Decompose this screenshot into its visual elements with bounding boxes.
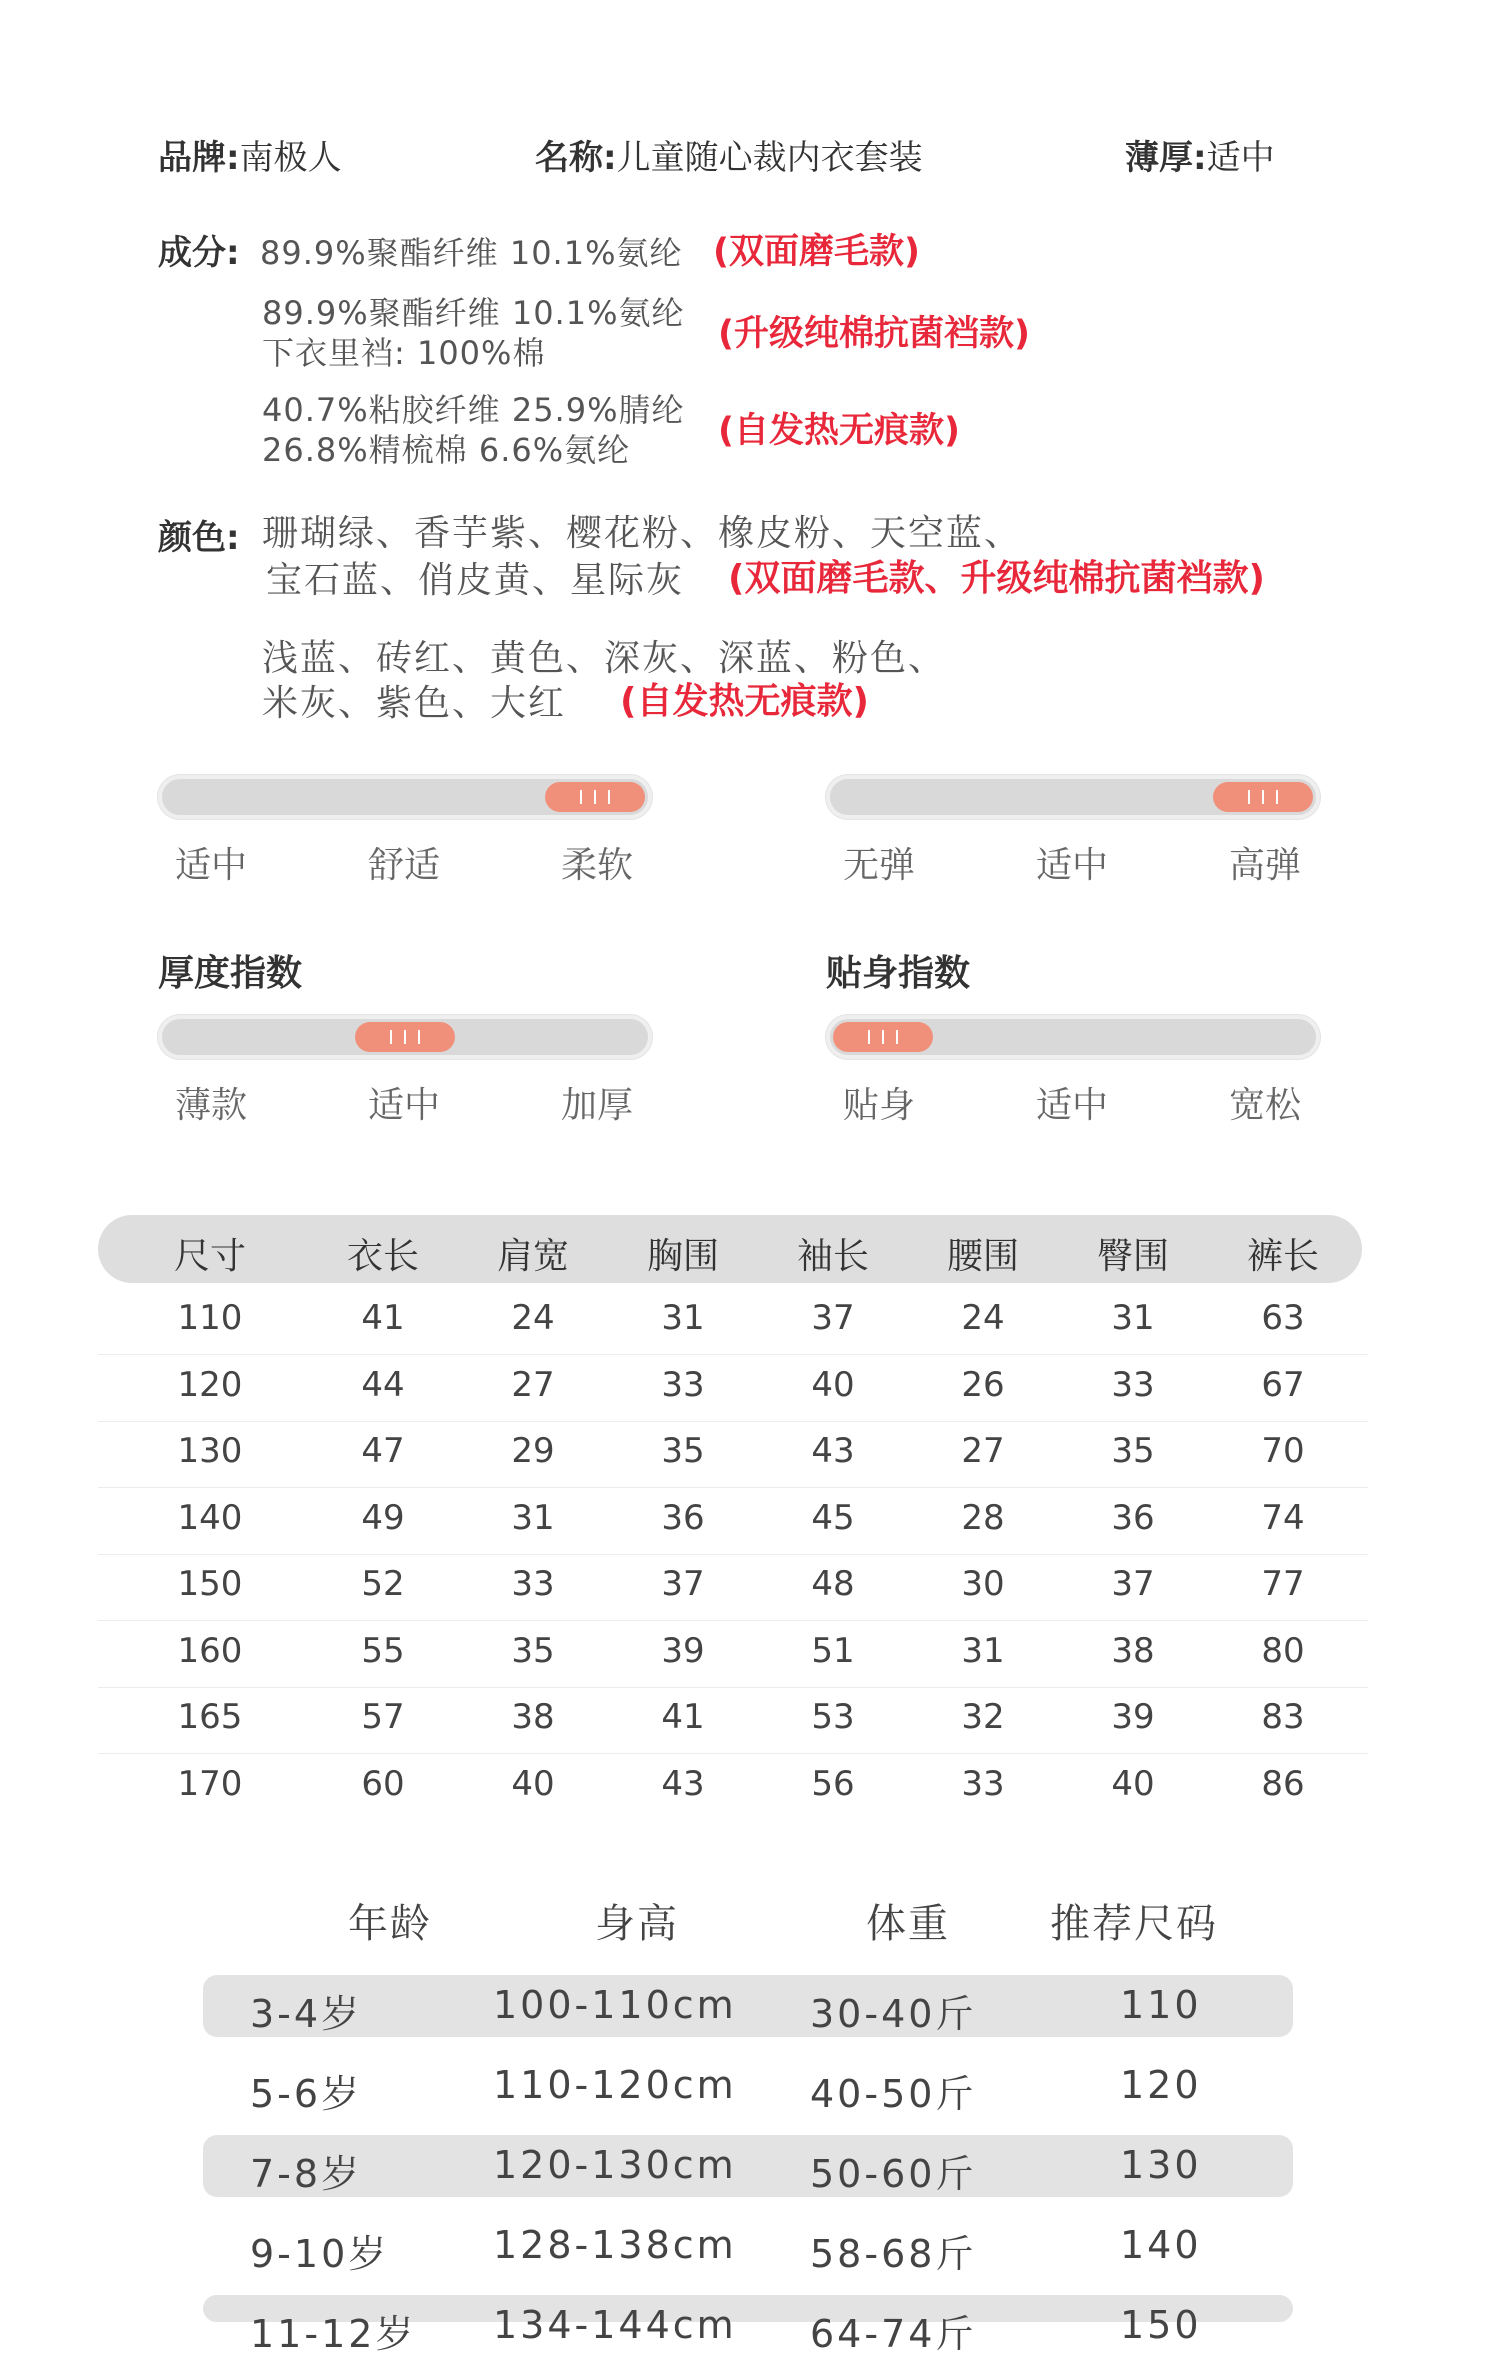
size-table-cell: 110	[177, 1298, 243, 1338]
size-table-cell: 57	[361, 1697, 405, 1737]
size-table-cell: 120	[177, 1364, 243, 1405]
size-table-header-cell: 袖长	[796, 1236, 869, 1277]
colors-line: 宝石蓝、俏皮黄、星际灰	[266, 560, 685, 601]
size-table-cell: 86	[1261, 1763, 1305, 1804]
size-table-cell: 31	[1111, 1298, 1155, 1338]
size-table-row-divider	[98, 1487, 1368, 1488]
size-table-row-divider	[98, 1753, 1368, 1754]
size-table-cell: 33	[511, 1564, 555, 1604]
size-table-cell: 52	[361, 1564, 405, 1604]
slider-track	[826, 1015, 1320, 1059]
composition-line: 40.7%粘胶纤维 25.9%腈纶	[262, 391, 685, 429]
size-table-cell: 44	[361, 1364, 405, 1405]
age-table-cell: 128-138cm	[493, 2223, 737, 2267]
size-table-cell: 37	[811, 1298, 855, 1338]
slider-knob	[1213, 782, 1313, 812]
size-table-cell: 150	[177, 1564, 243, 1604]
brand-value: 南极人	[239, 138, 342, 178]
size-table-cell: 63	[1261, 1298, 1305, 1338]
age-table-header-cell: 年龄	[348, 1901, 432, 1947]
size-table-cell: 45	[811, 1497, 855, 1538]
age-table-cell: 140	[1120, 2223, 1202, 2267]
size-table-row-divider	[98, 1421, 1368, 1422]
composition-tag: (自发热无痕款)	[718, 411, 960, 451]
slider-knob	[355, 1022, 455, 1052]
age-table-cell: 7-8岁	[250, 2152, 363, 2196]
size-table-cell: 35	[1111, 1431, 1155, 1471]
composition-line: 26.8%精梳棉 6.6%氨纶	[262, 431, 631, 469]
slider-tick-label: 宽松	[1229, 1085, 1302, 1126]
size-table-cell: 31	[661, 1298, 705, 1338]
slider-knob	[545, 782, 645, 812]
slider-title: 贴身指数	[826, 953, 971, 994]
size-table-cell: 38	[511, 1697, 555, 1737]
size-table-cell: 67	[1261, 1364, 1305, 1405]
slider-tick-label: 无弹	[843, 845, 916, 886]
age-table-cell: 64-74斤	[810, 2312, 977, 2356]
slider-tick-label: 适中	[1036, 845, 1109, 886]
colors-label: 颜色:	[158, 518, 240, 558]
age-table-cell: 3-4岁	[250, 1992, 363, 2036]
size-table-cell: 41	[361, 1298, 405, 1338]
composition-label: 成分:	[158, 233, 240, 273]
brand-field	[158, 130, 342, 179]
age-table-header-cell: 身高	[595, 1901, 679, 1947]
size-table-cell: 49	[361, 1497, 405, 1538]
size-table-cell: 29	[511, 1431, 555, 1471]
size-table-header-cell: 腰围	[946, 1236, 1019, 1277]
thickness-value: 适中	[1206, 138, 1275, 178]
slider-track	[158, 1015, 652, 1059]
composition-tag: (升级纯棉抗菌裆款)	[718, 314, 1030, 354]
size-table-cell: 36	[1111, 1497, 1155, 1538]
size-table-header-cell: 裤长	[1246, 1236, 1319, 1277]
size-table-cell: 40	[1111, 1763, 1155, 1804]
size-table-cell: 74	[1261, 1497, 1305, 1538]
colors-line: 浅蓝、砖红、黄色、深灰、深蓝、粉色、	[262, 638, 947, 679]
age-table-cell: 110-120cm	[493, 2063, 737, 2107]
thickness-field	[1125, 130, 1275, 179]
size-table-cell: 38	[1111, 1630, 1155, 1671]
slider-track	[826, 775, 1320, 819]
age-table-cell: 50-60斤	[810, 2152, 977, 2196]
slider-knob	[833, 1022, 933, 1052]
size-table-cell: 40	[511, 1763, 555, 1804]
name-field	[535, 130, 923, 179]
colors-line: 珊瑚绿、香芋紫、樱花粉、橡皮粉、天空蓝、	[262, 513, 1023, 554]
brand-label: 品牌:	[158, 138, 240, 178]
size-table-cell: 24	[961, 1298, 1005, 1338]
size-table-cell: 37	[1111, 1564, 1155, 1604]
size-table-cell: 80	[1261, 1630, 1305, 1671]
size-table-cell: 37	[661, 1564, 705, 1604]
size-table-cell: 140	[177, 1497, 243, 1538]
composition-line: 89.9%聚酯纤维 10.1%氨纶	[260, 234, 683, 272]
age-table-cell: 5-6岁	[250, 2072, 363, 2116]
size-table-header-cell: 胸围	[646, 1236, 719, 1277]
slider-tick-label: 高弹	[1229, 845, 1302, 886]
size-table-cell: 47	[361, 1431, 405, 1471]
size-table-cell: 60	[361, 1763, 405, 1804]
age-table-cell: 120-130cm	[493, 2143, 737, 2187]
age-table-cell: 130	[1120, 2143, 1202, 2187]
age-table-cell: 9-10岁	[250, 2232, 390, 2276]
slider-tick-label: 舒适	[368, 845, 441, 886]
size-table-cell: 33	[961, 1763, 1005, 1804]
slider-tick-label: 加厚	[561, 1085, 634, 1126]
size-table-cell: 83	[1261, 1697, 1305, 1737]
name-label: 名称:	[535, 138, 617, 178]
age-table-cell: 110	[1120, 1983, 1202, 2027]
size-table-cell: 31	[511, 1497, 555, 1538]
size-table-header-cell: 臀围	[1096, 1236, 1169, 1277]
size-table-cell: 55	[361, 1630, 405, 1671]
size-table-header-cell: 肩宽	[496, 1236, 569, 1277]
size-table-row-divider	[98, 1354, 1368, 1355]
thickness-label: 薄厚:	[1125, 138, 1207, 178]
size-table-cell: 160	[177, 1630, 243, 1671]
age-table-cell: 11-12岁	[250, 2312, 417, 2356]
age-table-cell: 120	[1120, 2063, 1202, 2107]
size-table-cell: 165	[177, 1697, 243, 1737]
size-table-cell: 170	[177, 1763, 243, 1804]
composition-line: 89.9%聚酯纤维 10.1%氨纶	[262, 294, 685, 332]
size-table-cell: 36	[661, 1497, 705, 1538]
age-table-cell: 40-50斤	[810, 2072, 977, 2116]
size-table-cell: 53	[811, 1697, 855, 1737]
size-table-cell: 77	[1261, 1564, 1305, 1604]
composition-line: 下衣里裆: 100%棉	[262, 334, 546, 372]
name-value: 儿童随心裁内衣套装	[616, 138, 923, 178]
colors-tag: (自发热无痕款)	[620, 681, 869, 722]
slider-tick-label: 薄款	[175, 1085, 248, 1126]
size-table-cell: 39	[661, 1630, 705, 1671]
size-table-cell: 30	[961, 1564, 1005, 1604]
size-table-cell: 32	[961, 1697, 1005, 1737]
colors-line: 米灰、紫色、大红	[262, 683, 567, 724]
size-table-cell: 35	[661, 1431, 705, 1471]
composition-tag: (双面磨毛款)	[713, 232, 920, 272]
slider-tick-label: 柔软	[561, 845, 634, 886]
size-table-cell: 51	[811, 1630, 855, 1671]
size-table-cell: 48	[811, 1564, 855, 1604]
size-table-cell: 40	[811, 1364, 855, 1405]
size-table-cell: 70	[1261, 1431, 1305, 1471]
size-table-cell: 41	[661, 1697, 705, 1737]
age-table-header-cell: 体重	[866, 1901, 950, 1947]
size-table-cell: 27	[511, 1364, 555, 1405]
size-table-cell: 35	[511, 1630, 555, 1671]
size-table-row-divider	[98, 1620, 1368, 1621]
size-table-row-divider	[98, 1687, 1368, 1688]
slider-tick-label: 适中	[1036, 1085, 1109, 1126]
size-table-cell: 33	[661, 1364, 705, 1405]
size-table-cell: 130	[177, 1431, 243, 1471]
slider-tick-label: 适中	[368, 1085, 441, 1126]
size-table-cell: 33	[1111, 1364, 1155, 1405]
size-table-cell: 27	[961, 1431, 1005, 1471]
slider-title: 厚度指数	[158, 953, 303, 994]
size-table-row-divider	[98, 1554, 1368, 1555]
age-table-header-cell: 推荐尺码	[1050, 1901, 1218, 1947]
size-table-cell: 39	[1111, 1697, 1155, 1737]
size-table-cell: 26	[961, 1364, 1005, 1405]
slider-track	[158, 775, 652, 819]
age-table-cell: 134-144cm	[493, 2303, 737, 2347]
age-table-cell: 30-40斤	[810, 1992, 977, 2036]
size-table-header-cell: 尺寸	[173, 1236, 246, 1277]
size-table-cell: 43	[811, 1431, 855, 1471]
slider-tick-label: 适中	[175, 845, 248, 886]
size-table-cell: 24	[511, 1298, 555, 1338]
slider-tick-label: 贴身	[843, 1085, 916, 1126]
age-table-cell: 100-110cm	[493, 1983, 737, 2027]
age-table-cell: 58-68斤	[810, 2232, 977, 2276]
age-table-cell: 150	[1120, 2303, 1202, 2347]
size-table-cell: 28	[961, 1497, 1005, 1538]
size-table-cell: 43	[661, 1763, 705, 1804]
size-table-cell: 31	[961, 1630, 1005, 1671]
size-table-cell: 56	[811, 1763, 855, 1804]
size-table-header-cell: 衣长	[346, 1236, 419, 1277]
colors-tag: (双面磨毛款、升级纯棉抗菌裆款)	[728, 558, 1265, 599]
